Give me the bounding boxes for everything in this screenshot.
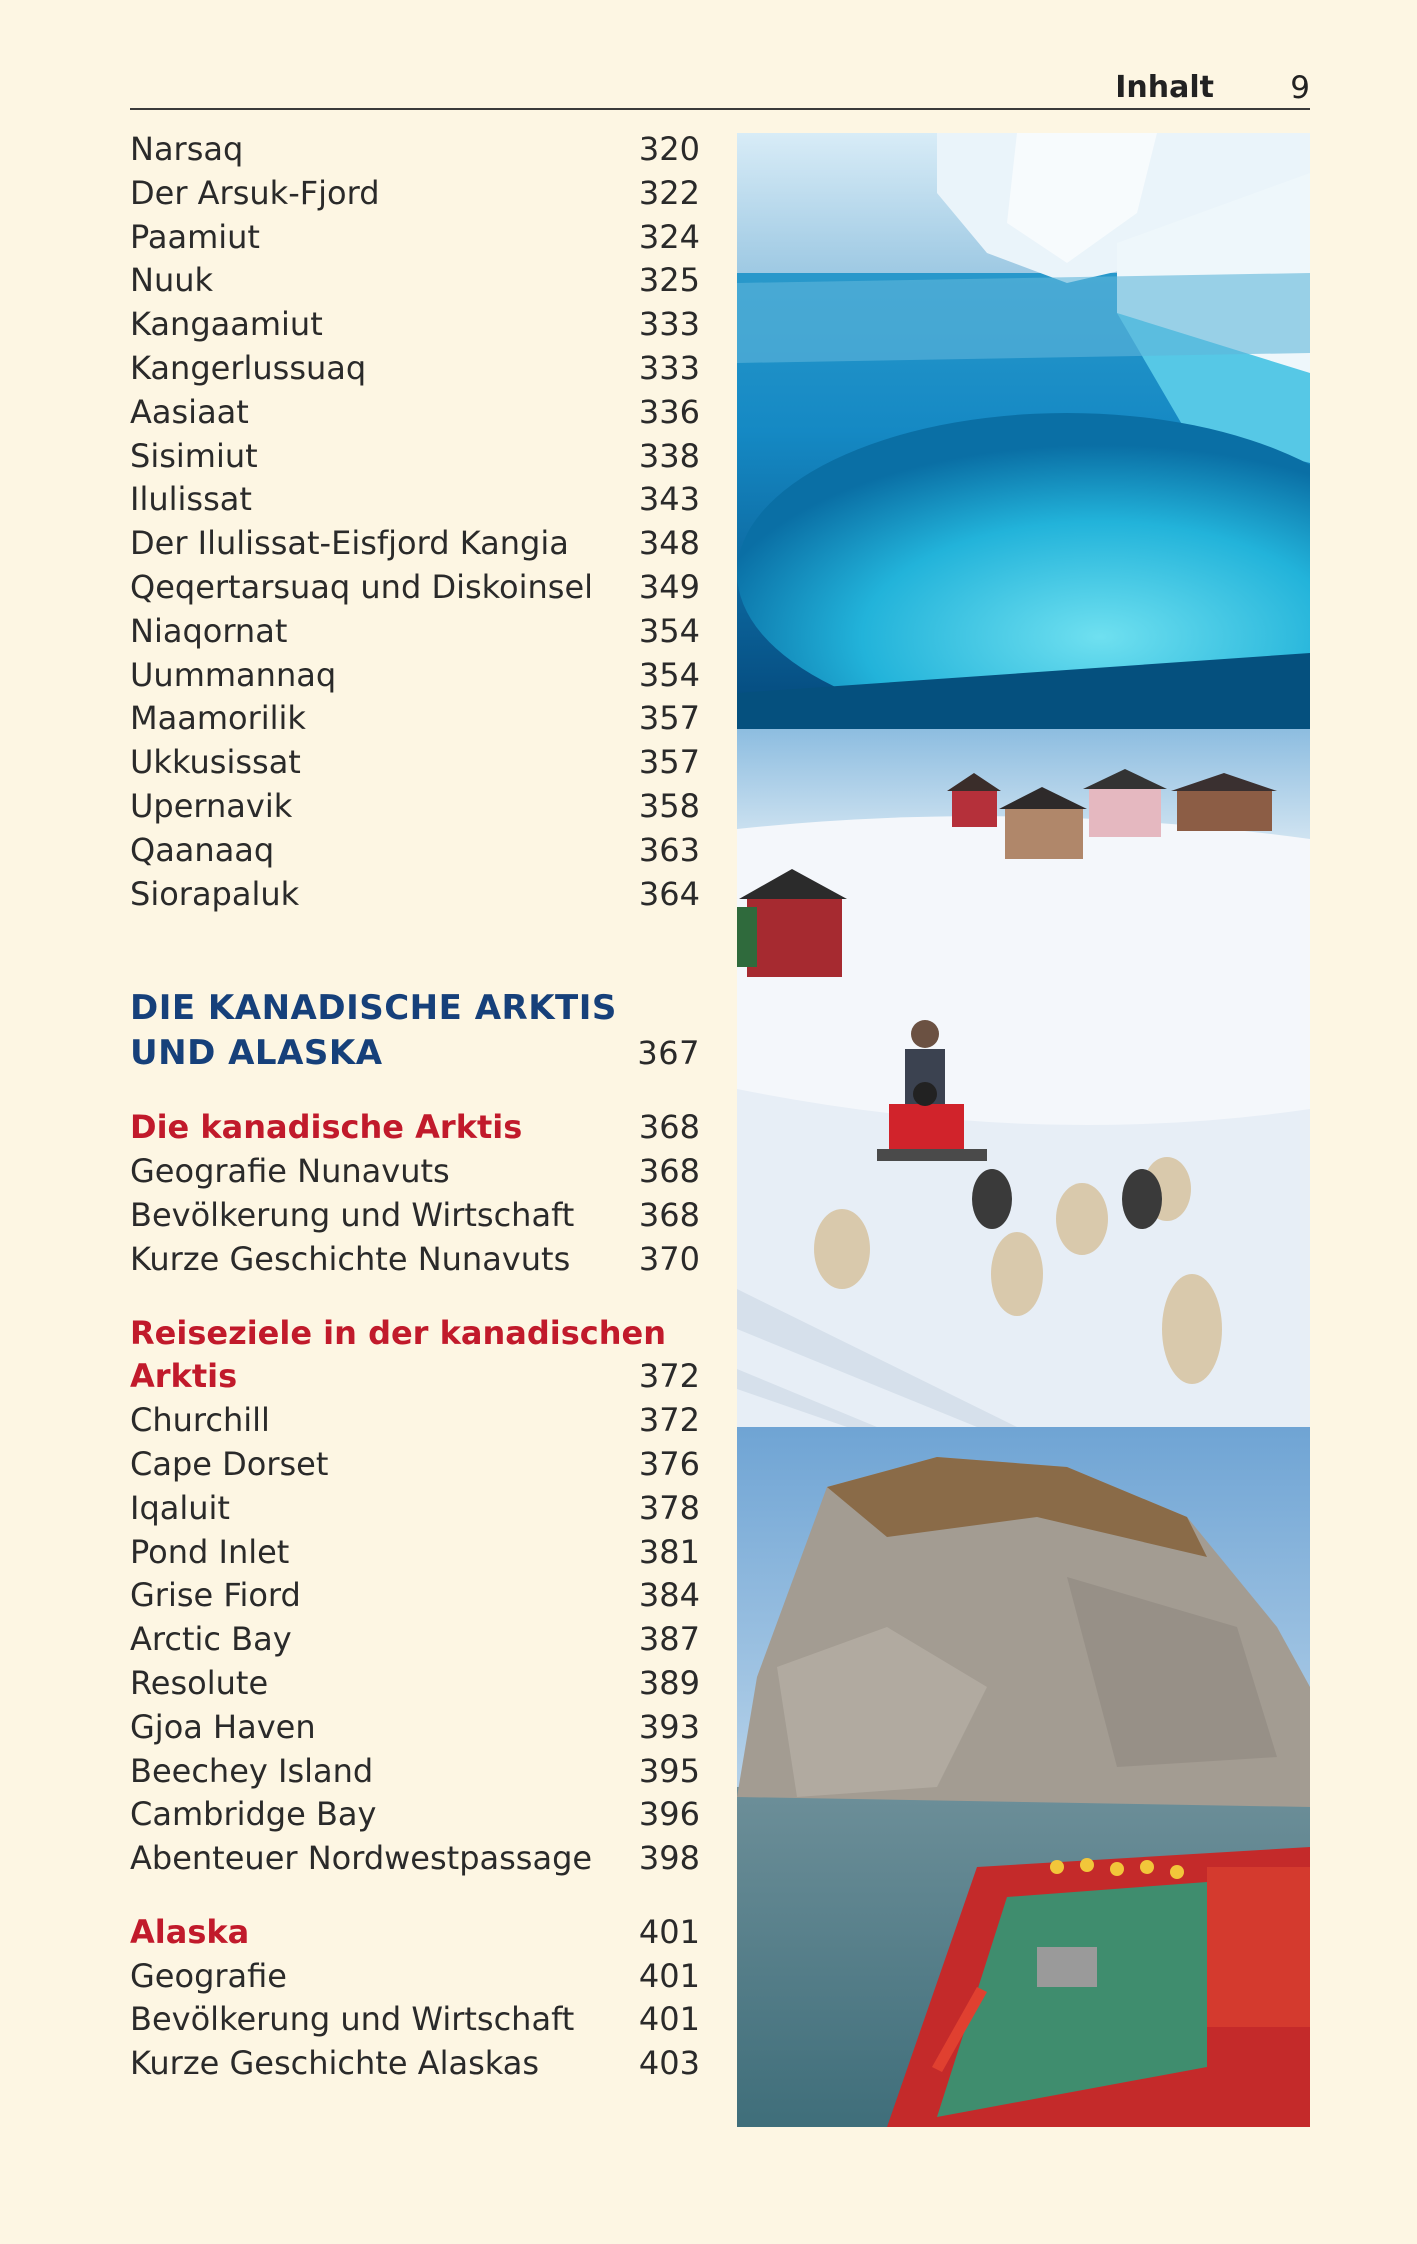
entry-title: Ukkusissat — [130, 743, 301, 782]
entry-title: Beechey Island — [130, 1751, 374, 1790]
toc-entry[interactable] — [130, 873, 700, 917]
toc-entry[interactable] — [130, 435, 700, 479]
entry-title: Maamorilik — [130, 699, 306, 738]
chapter-heading-line2[interactable]: UND ALASKA 367 — [130, 1031, 700, 1076]
toc-top-list — [130, 128, 700, 916]
entry-page: 358 — [638, 786, 700, 825]
entry-title: Upernavik — [130, 786, 293, 825]
toc-entry[interactable] — [130, 829, 700, 873]
toc-entry[interactable] — [130, 1955, 700, 1999]
entry-page: 333 — [638, 348, 700, 387]
running-head: Inhalt — [1115, 70, 1214, 105]
chapter-heading-line1[interactable]: DIE KANADISCHE ARKTIS — [130, 988, 617, 1029]
entry-page: 370 — [638, 1239, 700, 1278]
rock-island-icebreaker-photo — [737, 1427, 1310, 2127]
entry-page: 398 — [638, 1839, 700, 1878]
toc-entry[interactable] — [130, 1487, 700, 1531]
entry-title: Der Ilulissat-Eisfjord Kangia — [130, 524, 569, 563]
entry-page: 393 — [638, 1707, 700, 1746]
toc-entry[interactable] — [130, 2042, 700, 2086]
toc-entry[interactable] — [130, 785, 700, 829]
entry-title: Gjoa Haven — [130, 1707, 316, 1746]
toc-entry[interactable] — [130, 1618, 700, 1662]
toc-entry[interactable] — [130, 1998, 700, 2042]
toc-entry[interactable] — [130, 216, 700, 260]
entry-title: Resolute — [130, 1663, 269, 1702]
toc-entry[interactable] — [130, 1662, 700, 1706]
iceberg-photo — [737, 133, 1310, 729]
toc-entry[interactable] — [130, 566, 700, 610]
entry-page: 395 — [638, 1751, 700, 1790]
toc-entry[interactable] — [130, 1399, 700, 1443]
entry-page: 387 — [638, 1620, 700, 1659]
toc-entry[interactable] — [130, 172, 700, 216]
section-heading-reiseziele-line1[interactable]: Reiseziele in der kanadischen — [130, 1313, 666, 1352]
entry-title: Bevölkerung und Wirtschaft — [130, 1195, 575, 1234]
page-number: 9 — [1290, 70, 1310, 106]
entry-page: 368 — [638, 1152, 700, 1191]
entry-page: 363 — [638, 830, 700, 869]
toc-entry[interactable] — [130, 1793, 700, 1837]
toc-entry[interactable] — [130, 259, 700, 303]
entry-title: Kangerlussuaq — [130, 348, 367, 387]
entry-page: 338 — [638, 436, 700, 475]
entry-title: Cape Dorset — [130, 1444, 329, 1483]
toc-entry[interactable] — [130, 522, 700, 566]
section-heading-reiseziele-line2[interactable]: Arktis 372 — [130, 1357, 700, 1396]
entry-page: 403 — [638, 2044, 700, 2083]
entry-page: 357 — [638, 743, 700, 782]
entry-title: Kurze Geschichte Alaskas — [130, 2044, 539, 2083]
section-heading-kanadische-arktis[interactable]: Die kanadische Arktis 368 — [130, 1108, 700, 1147]
entry-title: Siorapaluk — [130, 874, 300, 913]
entry-title: Churchill — [130, 1401, 270, 1440]
entry-page: 354 — [638, 655, 700, 694]
toc-entry[interactable] — [130, 1706, 700, 1750]
entry-title: Abenteuer Nordwestpassage — [130, 1839, 593, 1878]
page-header — [130, 68, 1310, 110]
entry-page: 354 — [638, 611, 700, 650]
entry-page: 378 — [638, 1488, 700, 1527]
entry-page: 389 — [638, 1663, 700, 1702]
section-heading-alaska[interactable]: Alaska 401 — [130, 1912, 700, 1951]
toc-entry[interactable] — [130, 1750, 700, 1794]
toc-entry[interactable] — [130, 347, 700, 391]
toc-entry[interactable] — [130, 1238, 700, 1282]
entry-title: Sisimiut — [130, 436, 258, 475]
entry-title: Nuuk — [130, 261, 214, 300]
entry-title: Qeqertarsuaq und Diskoinsel — [130, 567, 594, 606]
entry-title: Pond Inlet — [130, 1532, 290, 1571]
toc-entry[interactable] — [130, 1574, 700, 1618]
toc-entry[interactable] — [130, 478, 700, 522]
toc-entry[interactable] — [130, 697, 700, 741]
entry-page: 320 — [638, 130, 700, 168]
toc-entry[interactable] — [130, 1443, 700, 1487]
toc-section3-list — [130, 1955, 700, 2086]
entry-title: Geografie — [130, 1956, 287, 1995]
entry-title: Kangaamiut — [130, 305, 323, 344]
toc-entry[interactable] — [130, 741, 700, 785]
entry-page: 333 — [638, 305, 700, 344]
toc-section2-list — [130, 1399, 700, 1881]
entry-page: 384 — [638, 1576, 700, 1615]
entry-title: Ilulissat — [130, 480, 252, 519]
entry-page: 324 — [638, 217, 700, 256]
entry-page: 336 — [638, 392, 700, 431]
entry-page: 376 — [638, 1444, 700, 1483]
toc-entry[interactable] — [130, 1837, 700, 1881]
toc-entry[interactable] — [130, 1531, 700, 1575]
entry-page: 364 — [638, 874, 700, 913]
entry-title: Uummannaq — [130, 655, 337, 694]
entry-title: Aasiaat — [130, 392, 249, 431]
photo-column — [737, 133, 1310, 2127]
entry-page: 396 — [638, 1795, 700, 1834]
entry-page: 349 — [638, 567, 700, 606]
table-of-contents — [130, 128, 700, 2086]
entry-title: Niaqornat — [130, 611, 288, 650]
entry-title: Narsaq — [130, 130, 244, 168]
dog-sled-photo — [737, 729, 1310, 1427]
chapter-page: 367 — [637, 1034, 700, 1073]
entry-page: 401 — [638, 2000, 700, 2039]
entry-page: 325 — [638, 261, 700, 300]
toc-entry[interactable] — [130, 391, 700, 435]
entry-title: Iqaluit — [130, 1488, 230, 1527]
entry-title: Kurze Geschichte Nunavuts — [130, 1239, 571, 1278]
toc-entry[interactable] — [130, 1150, 700, 1194]
entry-title: Arctic Bay — [130, 1620, 292, 1659]
entry-page: 381 — [638, 1532, 700, 1571]
entry-page: 322 — [638, 173, 700, 212]
toc-entry[interactable] — [130, 128, 700, 172]
entry-page: 372 — [638, 1401, 700, 1440]
toc-entry[interactable] — [130, 303, 700, 347]
entry-title: Paamiut — [130, 217, 260, 256]
entry-title: Grise Fiord — [130, 1576, 301, 1615]
toc-entry[interactable] — [130, 1194, 700, 1238]
entry-page: 357 — [638, 699, 700, 738]
entry-title: Der Arsuk-Fjord — [130, 173, 380, 212]
toc-entry[interactable] — [130, 610, 700, 654]
entry-page: 348 — [638, 524, 700, 563]
entry-page: 343 — [638, 480, 700, 519]
entry-title: Geografie Nunavuts — [130, 1152, 450, 1191]
entry-title: Bevölkerung und Wirtschaft — [130, 2000, 575, 2039]
toc-entry[interactable] — [130, 654, 700, 698]
entry-page: 368 — [638, 1195, 700, 1234]
toc-section1-list — [130, 1150, 700, 1281]
entry-title: Qaanaaq — [130, 830, 275, 869]
entry-page: 401 — [638, 1956, 700, 1995]
entry-title: Cambridge Bay — [130, 1795, 377, 1834]
